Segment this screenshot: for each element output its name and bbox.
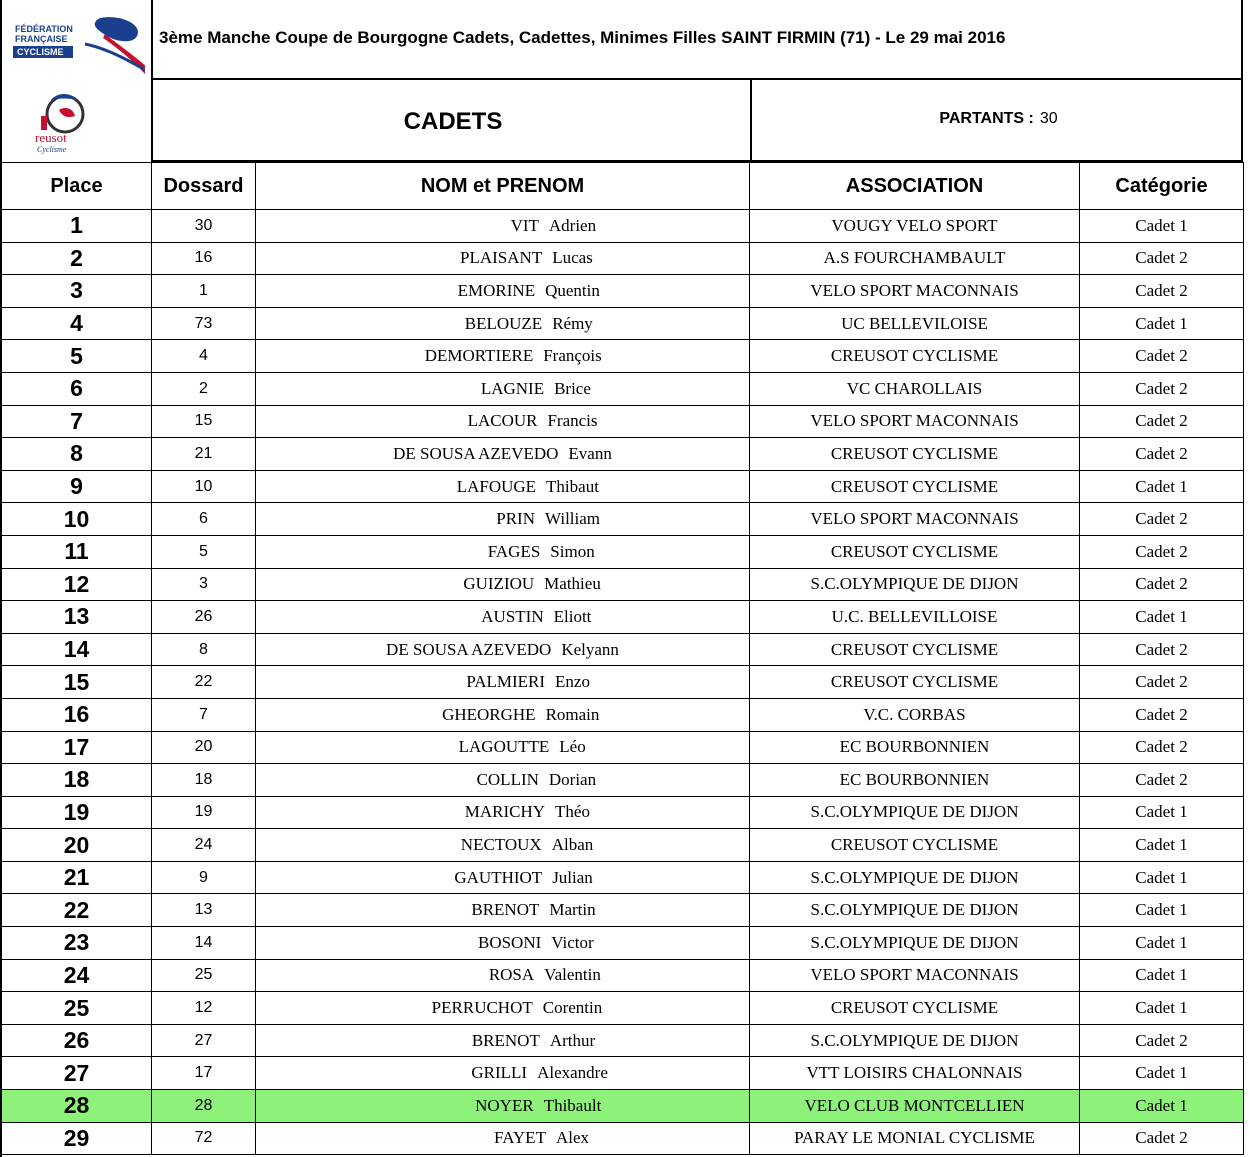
dossard-cell: 12 (152, 992, 256, 1025)
name-cell (256, 959, 750, 992)
last-name: LAGOUTTE (458, 737, 550, 757)
name-cell (256, 242, 750, 275)
category-cell (151, 80, 751, 162)
first-name: Théo (555, 802, 590, 822)
table-row (2, 1024, 1244, 1057)
name-cell (256, 1122, 750, 1155)
place-cell: 26 (2, 1024, 152, 1057)
category-cell: Cadet 2 (1080, 764, 1244, 797)
dossard-cell: 20 (152, 731, 256, 764)
dossard-cell: 19 (152, 796, 256, 829)
column-header-dossard: Dossard (152, 163, 256, 210)
results-table (1, 162, 1244, 1155)
place-cell: 19 (2, 796, 152, 829)
last-name: BOSONI (477, 932, 542, 952)
federation-logo-line1: FÉDÉRATION (15, 24, 73, 34)
name-cell (256, 503, 750, 536)
association-cell: U.C. BELLEVILLOISE (750, 601, 1080, 634)
association-cell: S.C.OLYMPIQUE DE DIJON (750, 861, 1080, 894)
place-cell: 13 (2, 601, 152, 634)
place-cell: 10 (2, 503, 152, 536)
name-cell (256, 210, 750, 243)
category-cell: Cadet 2 (1080, 535, 1244, 568)
dossard-cell: 13 (152, 894, 256, 927)
place-cell: 21 (2, 861, 152, 894)
club-logo-subtext: Cyclisme (37, 145, 67, 154)
federation-logo (5, 14, 145, 74)
place-cell: 4 (2, 307, 152, 340)
table-row (2, 894, 1244, 927)
table-row (2, 503, 1244, 536)
dossard-cell: 6 (152, 503, 256, 536)
first-name: William (544, 509, 601, 529)
place-cell: 27 (2, 1057, 152, 1090)
last-name: LACOUR (467, 411, 538, 431)
table-row (2, 829, 1244, 862)
club-logo (23, 88, 103, 156)
category-cell: Cadet 2 (1080, 1122, 1244, 1155)
name-cell (256, 1090, 750, 1123)
column-header-category: Catégorie (1080, 163, 1244, 210)
name-cell (256, 992, 750, 1025)
last-name: NECTOUX (460, 835, 542, 855)
name-cell (256, 307, 750, 340)
association-cell: VELO SPORT MACONNAIS (750, 503, 1080, 536)
table-row (2, 470, 1244, 503)
name-cell (256, 1024, 750, 1057)
name-cell (256, 470, 750, 503)
table-row (2, 992, 1244, 1025)
table-row (2, 210, 1244, 243)
first-name: Arthur (549, 1030, 596, 1050)
place-cell: 2 (2, 242, 152, 275)
partants (752, 110, 1245, 128)
last-name: BELOUZE (464, 313, 543, 333)
association-cell: S.C.OLYMPIQUE DE DIJON (750, 927, 1080, 960)
place-cell: 11 (2, 535, 152, 568)
association-cell: EC BOURBONNIEN (750, 731, 1080, 764)
club-logo-text: reusot (35, 130, 67, 145)
table-row (2, 764, 1244, 797)
dossard-cell: 1 (152, 275, 256, 308)
last-name: BRENOT (471, 1030, 540, 1050)
name-cell (256, 1057, 750, 1090)
first-name: Simon (550, 541, 595, 561)
last-name: DE SOUSA AZEVEDO (393, 443, 559, 463)
last-name: GAUTHIOT (454, 867, 543, 887)
category-cell: Cadet 1 (1080, 992, 1244, 1025)
category-cell: Cadet 2 (1080, 731, 1244, 764)
first-name: Francis (547, 411, 598, 431)
name-cell (256, 796, 750, 829)
first-name: Alban (551, 835, 594, 855)
last-name: DEMORTIERE (424, 346, 534, 366)
name-cell (256, 927, 750, 960)
place-cell: 28 (2, 1090, 152, 1123)
category-cell: Cadet 1 (1080, 307, 1244, 340)
table-row (2, 666, 1244, 699)
federation-logo-line2: FRANÇAISE (15, 34, 68, 44)
name-cell (256, 405, 750, 438)
association-cell: VTT LOISIRS CHALONNAIS (750, 1057, 1080, 1090)
category-cell: Cadet 2 (1080, 666, 1244, 699)
last-name: FAYET (494, 1128, 546, 1148)
association-cell: VELO SPORT MACONNAIS (750, 275, 1080, 308)
first-name: Corentin (542, 998, 603, 1018)
category-cell: Cadet 1 (1080, 927, 1244, 960)
first-name: Enzo (555, 672, 590, 692)
dossard-cell: 7 (152, 698, 256, 731)
dossard-cell: 27 (152, 1024, 256, 1057)
name-cell (256, 535, 750, 568)
dossard-cell: 5 (152, 535, 256, 568)
table-row (2, 959, 1244, 992)
partants-label: PARTANTS : (939, 110, 1034, 127)
association-cell: CREUSOT CYCLISME (750, 666, 1080, 699)
event-title: 3ème Manche Coupe de Bourgogne Cadets, Cadettes, Minimes Filles SAINT FIRMIN (71) - Le 29 mai 2016 (159, 28, 1006, 47)
first-name: Valentin (544, 965, 601, 985)
association-cell: PARAY LE MONIAL CYCLISME (750, 1122, 1080, 1155)
table-row (2, 861, 1244, 894)
last-name: COLLIN (476, 769, 539, 789)
association-cell: S.C.OLYMPIQUE DE DIJON (750, 1024, 1080, 1057)
category-cell: Cadet 1 (1080, 601, 1244, 634)
table-row (2, 698, 1244, 731)
first-name: Mathieu (544, 574, 601, 594)
last-name: GUIZIOU (463, 574, 535, 594)
table-row (2, 307, 1244, 340)
dossard-cell: 3 (152, 568, 256, 601)
category-title: CADETS (403, 108, 503, 135)
first-name: Quentin (545, 280, 600, 300)
association-cell: VELO SPORT MACONNAIS (750, 405, 1080, 438)
last-name: NOYER (475, 1095, 534, 1115)
first-name: Adrien (548, 215, 597, 235)
dossard-cell: 72 (152, 1122, 256, 1155)
last-name: DE SOUSA AZEVEDO (386, 639, 552, 659)
dossard-cell: 21 (152, 438, 256, 471)
category-cell: Cadet 2 (1080, 340, 1244, 373)
place-cell: 18 (2, 764, 152, 797)
dossard-cell: 10 (152, 470, 256, 503)
name-cell (256, 372, 750, 405)
dossard-cell: 25 (152, 959, 256, 992)
last-name: PLAISANT (460, 248, 543, 268)
name-cell (256, 861, 750, 894)
place-cell: 20 (2, 829, 152, 862)
first-name: Kelyann (561, 639, 619, 659)
category-cell: Cadet 1 (1080, 210, 1244, 243)
last-name: PALMIERI (466, 672, 546, 692)
association-cell: CREUSOT CYCLISME (750, 535, 1080, 568)
place-cell: 12 (2, 568, 152, 601)
name-cell (256, 438, 750, 471)
place-cell: 14 (2, 633, 152, 666)
association-cell: CREUSOT CYCLISME (750, 829, 1080, 862)
name-cell (256, 731, 750, 764)
dossard-cell: 73 (152, 307, 256, 340)
dossard-cell: 16 (152, 242, 256, 275)
category-cell: Cadet 1 (1080, 861, 1244, 894)
place-cell: 29 (2, 1122, 152, 1155)
category-cell: Cadet 1 (1080, 796, 1244, 829)
table-row (2, 372, 1244, 405)
category-cell: Cadet 2 (1080, 698, 1244, 731)
dossard-cell: 2 (152, 372, 256, 405)
association-cell: UC BELLEVILOISE (750, 307, 1080, 340)
association-cell: S.C.OLYMPIQUE DE DIJON (750, 894, 1080, 927)
table-row (2, 568, 1244, 601)
association-cell: S.C.OLYMPIQUE DE DIJON (750, 568, 1080, 601)
last-name: MARICHY (464, 802, 546, 822)
name-cell (256, 340, 750, 373)
place-cell: 16 (2, 698, 152, 731)
category-cell: Cadet 2 (1080, 568, 1244, 601)
place-cell: 17 (2, 731, 152, 764)
dossard-cell: 9 (152, 861, 256, 894)
place-cell: 23 (2, 927, 152, 960)
name-cell (256, 633, 750, 666)
dossard-cell: 8 (152, 633, 256, 666)
first-name: Romain (545, 704, 600, 724)
event-title-cell (151, 0, 1243, 80)
column-header-place: Place (2, 163, 152, 210)
last-name: BRENOT (471, 900, 540, 920)
category-cell: Cadet 1 (1080, 894, 1244, 927)
table-body (2, 210, 1244, 1155)
dossard-cell: 28 (152, 1090, 256, 1123)
first-name: Julian (552, 867, 593, 887)
category-cell: Cadet 2 (1080, 405, 1244, 438)
last-name: EMORINE (457, 280, 536, 300)
name-cell (256, 666, 750, 699)
category-cell: Cadet 2 (1080, 242, 1244, 275)
association-cell: S.C.OLYMPIQUE DE DIJON (750, 796, 1080, 829)
table-row (2, 242, 1244, 275)
first-name: Martin (549, 900, 596, 920)
header (1, 0, 1243, 162)
association-cell: V.C. CORBAS (750, 698, 1080, 731)
association-cell: CREUSOT CYCLISME (750, 438, 1080, 471)
partants-value: 30 (1039, 110, 1058, 127)
name-cell (256, 764, 750, 797)
place-cell: 25 (2, 992, 152, 1025)
table-header-row (2, 163, 1244, 210)
category-cell: Cadet 2 (1080, 633, 1244, 666)
dossard-cell: 26 (152, 601, 256, 634)
last-name: PRIN (496, 509, 535, 529)
place-cell: 24 (2, 959, 152, 992)
category-cell: Cadet 1 (1080, 470, 1244, 503)
table-row (2, 796, 1244, 829)
place-cell: 1 (2, 210, 152, 243)
first-name: Alexandre (537, 1063, 608, 1083)
association-cell: VOUGY VELO SPORT (750, 210, 1080, 243)
place-cell: 5 (2, 340, 152, 373)
category-cell: Cadet 1 (1080, 1057, 1244, 1090)
first-name: François (543, 346, 602, 366)
name-cell (256, 275, 750, 308)
last-name: PERRUCHOT (431, 998, 533, 1018)
first-name: Rémy (552, 313, 593, 333)
category-cell: Cadet 2 (1080, 275, 1244, 308)
table-row (2, 405, 1244, 438)
dossard-cell: 24 (152, 829, 256, 862)
association-cell: VELO SPORT MACONNAIS (750, 959, 1080, 992)
category-cell: Cadet 1 (1080, 1090, 1244, 1123)
federation-logo-line3: CYCLISME (17, 47, 64, 57)
category-cell: Cadet 2 (1080, 503, 1244, 536)
association-cell: VELO CLUB MONTCELLIEN (750, 1090, 1080, 1123)
partants-cell (750, 80, 1243, 162)
category-cell: Cadet 2 (1080, 1024, 1244, 1057)
place-cell: 3 (2, 275, 152, 308)
last-name: GHEORGHE (442, 704, 536, 724)
association-cell: CREUSOT CYCLISME (750, 633, 1080, 666)
place-cell: 8 (2, 438, 152, 471)
last-name: LAGNIE (480, 378, 545, 398)
dossard-cell: 4 (152, 340, 256, 373)
category-cell: Cadet 1 (1080, 829, 1244, 862)
dossard-cell: 30 (152, 210, 256, 243)
association-cell: CREUSOT CYCLISME (750, 470, 1080, 503)
last-name: ROSA (488, 965, 535, 985)
first-name: Victor (551, 932, 594, 952)
last-name: AUSTIN (481, 606, 544, 626)
last-name: GRILLI (471, 1063, 528, 1083)
first-name: Thibaut (546, 476, 599, 496)
first-name: Dorian (548, 769, 597, 789)
last-name: FAGES (487, 541, 541, 561)
category-cell: Cadet 2 (1080, 372, 1244, 405)
place-cell: 15 (2, 666, 152, 699)
dossard-cell: 14 (152, 927, 256, 960)
table-row (2, 275, 1244, 308)
table-row (2, 438, 1244, 471)
dossard-cell: 15 (152, 405, 256, 438)
place-cell: 6 (2, 372, 152, 405)
column-header-association: ASSOCIATION (750, 163, 1080, 210)
first-name: Lucas (552, 248, 593, 268)
association-cell: A.S FOURCHAMBAULT (750, 242, 1080, 275)
first-name: Eliott (553, 606, 592, 626)
place-cell: 22 (2, 894, 152, 927)
column-header-name: NOM et PRENOM (256, 163, 750, 210)
first-name: Léo (559, 737, 586, 757)
table-row (2, 601, 1244, 634)
table-row (2, 535, 1244, 568)
first-name: Alex (555, 1128, 590, 1148)
dossard-cell: 18 (152, 764, 256, 797)
association-cell: CREUSOT CYCLISME (750, 992, 1080, 1025)
association-cell: EC BOURBONNIEN (750, 764, 1080, 797)
dossard-cell: 17 (152, 1057, 256, 1090)
table-row (2, 1122, 1244, 1155)
table-row (2, 633, 1244, 666)
table-row (2, 340, 1244, 373)
table-row (2, 927, 1244, 960)
last-name: LAFOUGE (456, 476, 537, 496)
first-name: Thibault (543, 1095, 602, 1115)
first-name: Brice (554, 378, 591, 398)
table-row (2, 1090, 1244, 1123)
last-name: VIT (510, 215, 539, 235)
category-cell: Cadet 1 (1080, 959, 1244, 992)
name-cell (256, 698, 750, 731)
place-cell: 9 (2, 470, 152, 503)
name-cell (256, 829, 750, 862)
table-row (2, 731, 1244, 764)
category-cell: Cadet 2 (1080, 438, 1244, 471)
association-cell: VC CHAROLLAIS (750, 372, 1080, 405)
place-cell: 7 (2, 405, 152, 438)
table-row (2, 1057, 1244, 1090)
association-cell: CREUSOT CYCLISME (750, 340, 1080, 373)
first-name: Evann (568, 443, 612, 463)
dossard-cell: 22 (152, 666, 256, 699)
name-cell (256, 568, 750, 601)
name-cell (256, 601, 750, 634)
name-cell (256, 894, 750, 927)
